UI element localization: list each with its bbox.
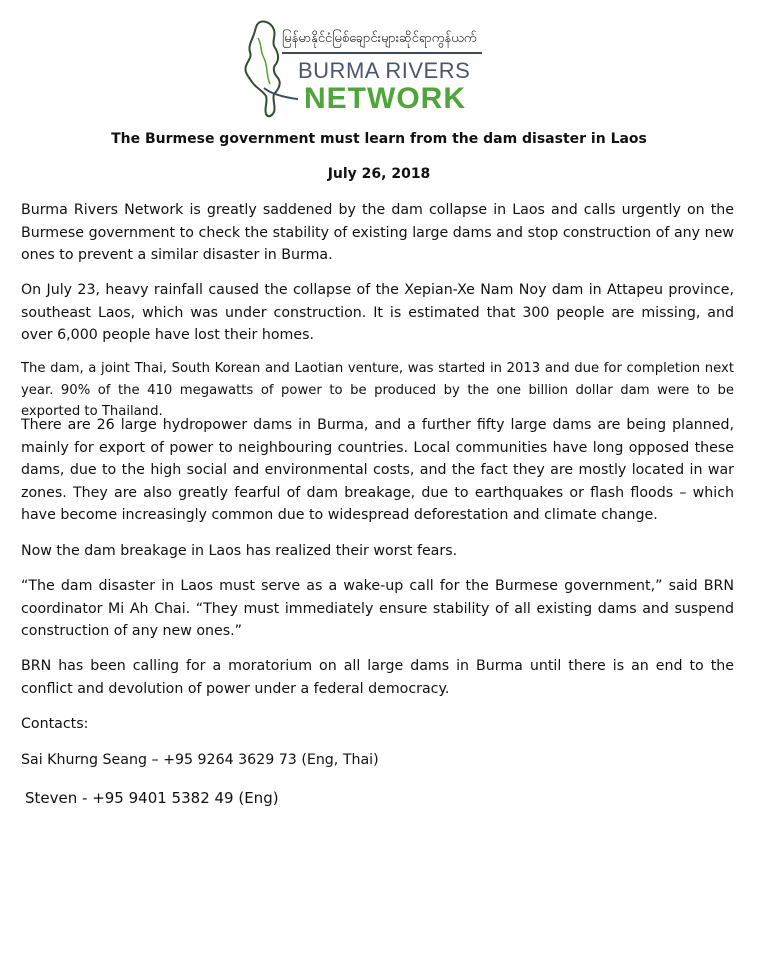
paragraph-collapse: On July 23, heavy rainfall caused the collapse of the Xepian-Xe Nam Noy dam in Attapeu province, southeast Laos, which was under construction. It is estimated that 300 people are missing, and over 6,000 people have lost their homes.: [21, 282, 734, 343]
logo-divider: [282, 52, 482, 54]
logo-myanmar-text: မြန်မာနိုင်ငံမြစ်ချောင်းများဆိုင်ရာကွန်ယက်: [282, 31, 477, 46]
logo-network: NETWORK: [304, 82, 466, 115]
brn-logo: [238, 18, 488, 122]
paragraph-venture: The dam, a joint Thai, South Korean and Laotian venture, was started in 2013 and due for completion next year. 90% of the 410 megawatts of power to be produced by the one billion dollar dam were to be exported to Thailand.: [21, 361, 734, 419]
logo-burma-rivers: BURMA RIVERS: [298, 58, 471, 83]
document-date: July 26, 2018: [327, 166, 431, 182]
contacts-heading: Contacts:: [21, 716, 89, 732]
paragraph-fears: Now the dam breakage in Laos has realized their worst fears.: [21, 543, 458, 559]
paragraph-quote: “The dam disaster in Laos must serve as a wake-up call for the Burmese government,” said BRN coordinator Mi Ah Chai. “They must immediately ensure stability of all existing dams and suspend construction of any new ones.”: [21, 578, 734, 639]
paragraph-intro: Burma Rivers Network is greatly saddened by the dam collapse in Laos and calls urgently on the Burmese government to check the stability of existing large dams and stop construction of any new ones to prevent a similar disaster in Burma.: [21, 202, 734, 263]
document-title: The Burmese government must learn from the dam disaster in Laos: [111, 131, 647, 147]
contact-entry: Sai Khurng Seang – +95 9264 3629 73 (Eng, Thai): [21, 752, 379, 768]
paragraph-moratorium: BRN has been calling for a moratorium on all large dams in Burma until there is an end to the conflict and devolution of power under a federal democracy.: [21, 658, 734, 697]
paragraph-burma-dams: There are 26 large hydropower dams in Burma, and a further fifty large dams are being planned, mainly for export of power to neighbouring countries. Local communities have long opposed these dams, due to the high social and environmental costs, and the fact they are mostly located in war zones. They are also greatly fearful of dam breakage, due to earthquakes or flash floods – which have become increasingly common due to widespread deforestation and climate change.: [21, 417, 734, 523]
contact-entry: Steven - +95 9401 5382 49 (Eng): [25, 789, 279, 807]
